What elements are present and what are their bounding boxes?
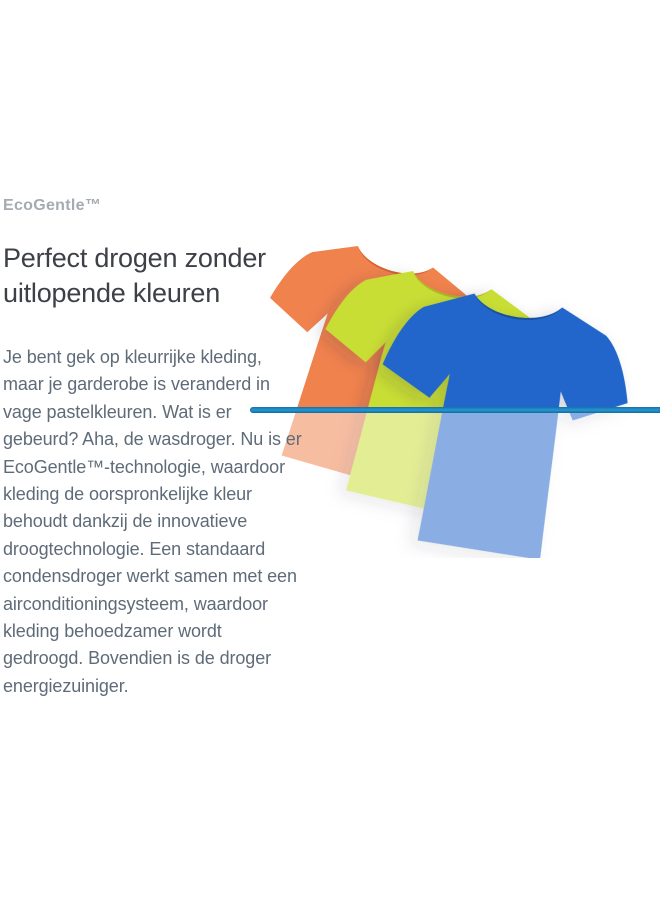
description-line: EcoGentle™-technologie, waardoor (3, 456, 285, 477)
feature-title (3, 241, 351, 311)
description-line: vage pastelkleuren. Wat is er (3, 401, 232, 422)
accent-line (250, 407, 660, 413)
description-line: Je bent gek op kleurrijke kleding, (3, 347, 262, 367)
feature-title-line2: uitlopende kleuren (3, 278, 221, 308)
description-line: kleding de oorspronkelijke kleur (3, 484, 252, 505)
description-line: energiezuiniger. (3, 675, 129, 696)
feature-description (3, 344, 351, 700)
description-line: behoudt dankzij de innovatieve (3, 511, 248, 532)
description-line: kleding behoedzamer wordt (3, 621, 222, 642)
description-line: gedroogd. Bovendien is de droger (3, 648, 271, 669)
description-line: gebeurd? Aha, de wasdroger. Nu is er (3, 429, 302, 450)
description-line: airconditioningsysteem, waardoor (3, 593, 268, 614)
text-column (3, 196, 351, 700)
feature-eyebrow: EcoGentle™ (3, 197, 102, 214)
description-line: droogtechnologie. Een standaard (3, 538, 266, 559)
description-line: condensdroger werkt samen met een (3, 566, 297, 587)
feature-title-line1: Perfect drogen zonder (3, 243, 266, 273)
description-line: maar je garderobe is veranderd in (3, 374, 270, 395)
